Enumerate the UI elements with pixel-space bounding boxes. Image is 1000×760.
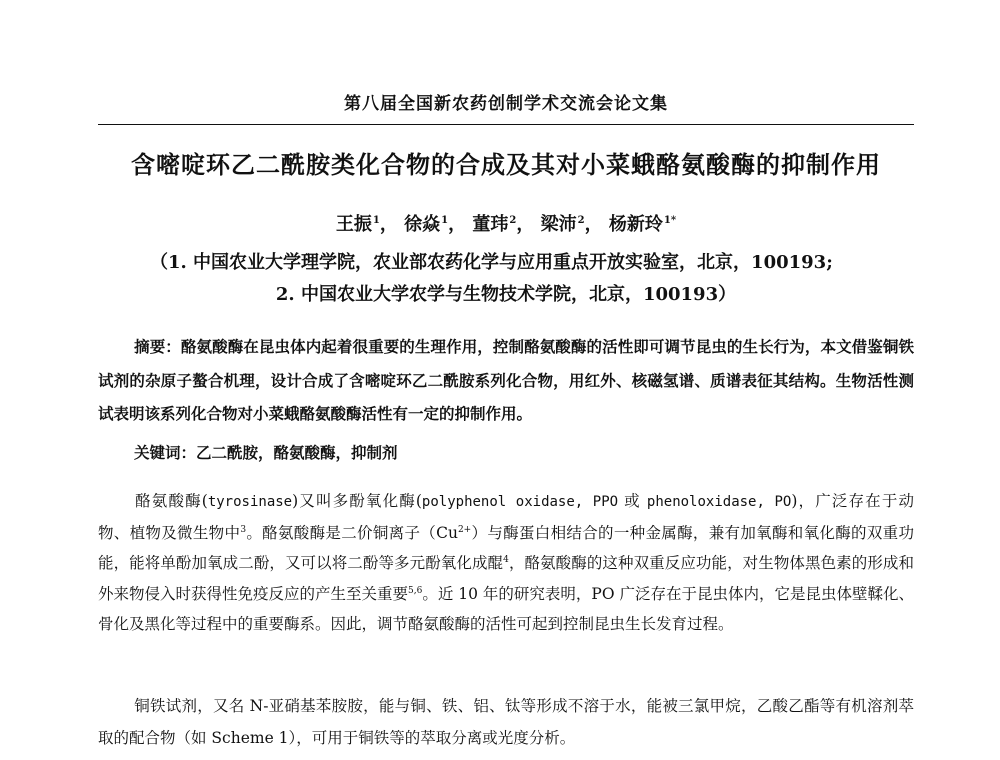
keywords-label: 关键词： xyxy=(134,444,197,462)
author-affil-mark: 1 xyxy=(372,215,380,226)
author-separator: ， xyxy=(379,214,398,235)
text-run: )，广泛存在于动物、植物及微生物中 xyxy=(98,492,914,542)
term-po: phenoloxidase, PO xyxy=(646,494,792,510)
text-run: 。近 10 年的研究表明，PO 广泛存在于昆虫体内，它是昆虫体壁鞣化、骨化及黑化等过程中的重要酶系。因此，调节酪氨酸酶的活性可起到控制昆虫生长发育过程。 xyxy=(98,584,914,634)
header-rule xyxy=(98,124,914,125)
author xyxy=(472,214,534,235)
keywords-text: 乙二酰胺，酪氨酸酶，抑制剂 xyxy=(196,444,398,462)
term-ppo: polyphenol oxidase, PPO xyxy=(421,494,619,510)
author-separator: ， xyxy=(584,214,603,235)
running-header: 第八届全国新农药创制学术交流会论文集 xyxy=(344,94,668,114)
affiliation-line-1: （1. 中国农业大学理学院，农业部农药化学与应用重点开放实验室，北京，100193; xyxy=(150,252,833,273)
text-run: 。酪氨酸酶是二价铜离子（Cu xyxy=(246,523,458,542)
author-name: 徐焱 xyxy=(404,214,441,235)
author-affil-mark: 1 xyxy=(441,215,449,226)
author xyxy=(541,214,603,235)
citation-ref: 4 xyxy=(503,555,509,566)
author-separator: ， xyxy=(448,214,467,235)
author-list xyxy=(98,212,914,238)
author-affil-mark: 2 xyxy=(577,215,585,226)
affiliation-line-2: 2. 中国农业大学农学与生物技术学院，北京，100193） xyxy=(275,284,737,305)
text-run: )又叫多酚氧化酶( xyxy=(292,492,422,510)
author xyxy=(336,214,398,235)
author-affil-mark: 1* xyxy=(663,215,677,226)
keywords xyxy=(134,440,914,466)
author-separator: ， xyxy=(516,214,535,235)
abstract-label: 摘要： xyxy=(134,338,181,356)
citation-ref: 3 xyxy=(240,524,247,535)
author-name: 梁沛 xyxy=(540,214,577,235)
text-run: 酪氨酸酶( xyxy=(134,492,208,510)
text-run: ）与酶蛋白相结合的一种金属酶，兼有加氧酶和氧化酶的双重功能，能将单酚加氧成二酚，又可以将二酚等多元酚氧化成醌 xyxy=(98,523,914,573)
citation-ref: 5,6 xyxy=(408,585,423,596)
author-name: 董玮 xyxy=(472,214,509,235)
author-affil-mark: 2 xyxy=(509,215,517,226)
author-name: 杨新玲 xyxy=(608,214,663,235)
abstract xyxy=(98,330,914,430)
text-run: ，酪氨酸酶的这种双重反应功能，对生物体黑色素的形成和外来物侵入时获得性免疫反应的产生至关重要 xyxy=(98,554,914,603)
author xyxy=(609,214,676,235)
paper-title: 含嘧啶环乙二酰胺类化合物的合成及其对小菜蛾酪氨酸酶的抑制作用 xyxy=(131,151,881,179)
author-name: 王振 xyxy=(335,214,372,235)
text-run: 铜铁试剂，又名 N-亚硝基苯胺胺，能与铜、铁、铝、钛等形成不溶于水，能被三氯甲烷，乙酸乙酯等有机溶剂萃取的配合物（如 Scheme 1），可用于铜铁等的萃取分离或光度分析。 xyxy=(98,697,914,747)
superscript-charge: 2+ xyxy=(457,524,472,535)
abstract-text: 酪氨酸酶在昆虫体内起着很重要的生理作用，控制酪氨酸酶的活性即可调节昆虫的生长行为，本文借鉴铜铁试剂的杂原子螯合机理，设计合成了含嘧啶环乙二酰胺系列化合物，用红外、核磁氢谱、质谱表征其结构。生物活性测试表明该系列化合物对小菜蛾酪氨酸酶活性有一定的抑制作用。 xyxy=(98,337,914,423)
author xyxy=(404,214,466,235)
body-paragraph-1 xyxy=(98,486,914,640)
body-paragraph-2 xyxy=(98,690,914,754)
text-run: 或 xyxy=(618,492,647,510)
term-tyrosinase: tyrosinase xyxy=(207,494,293,510)
